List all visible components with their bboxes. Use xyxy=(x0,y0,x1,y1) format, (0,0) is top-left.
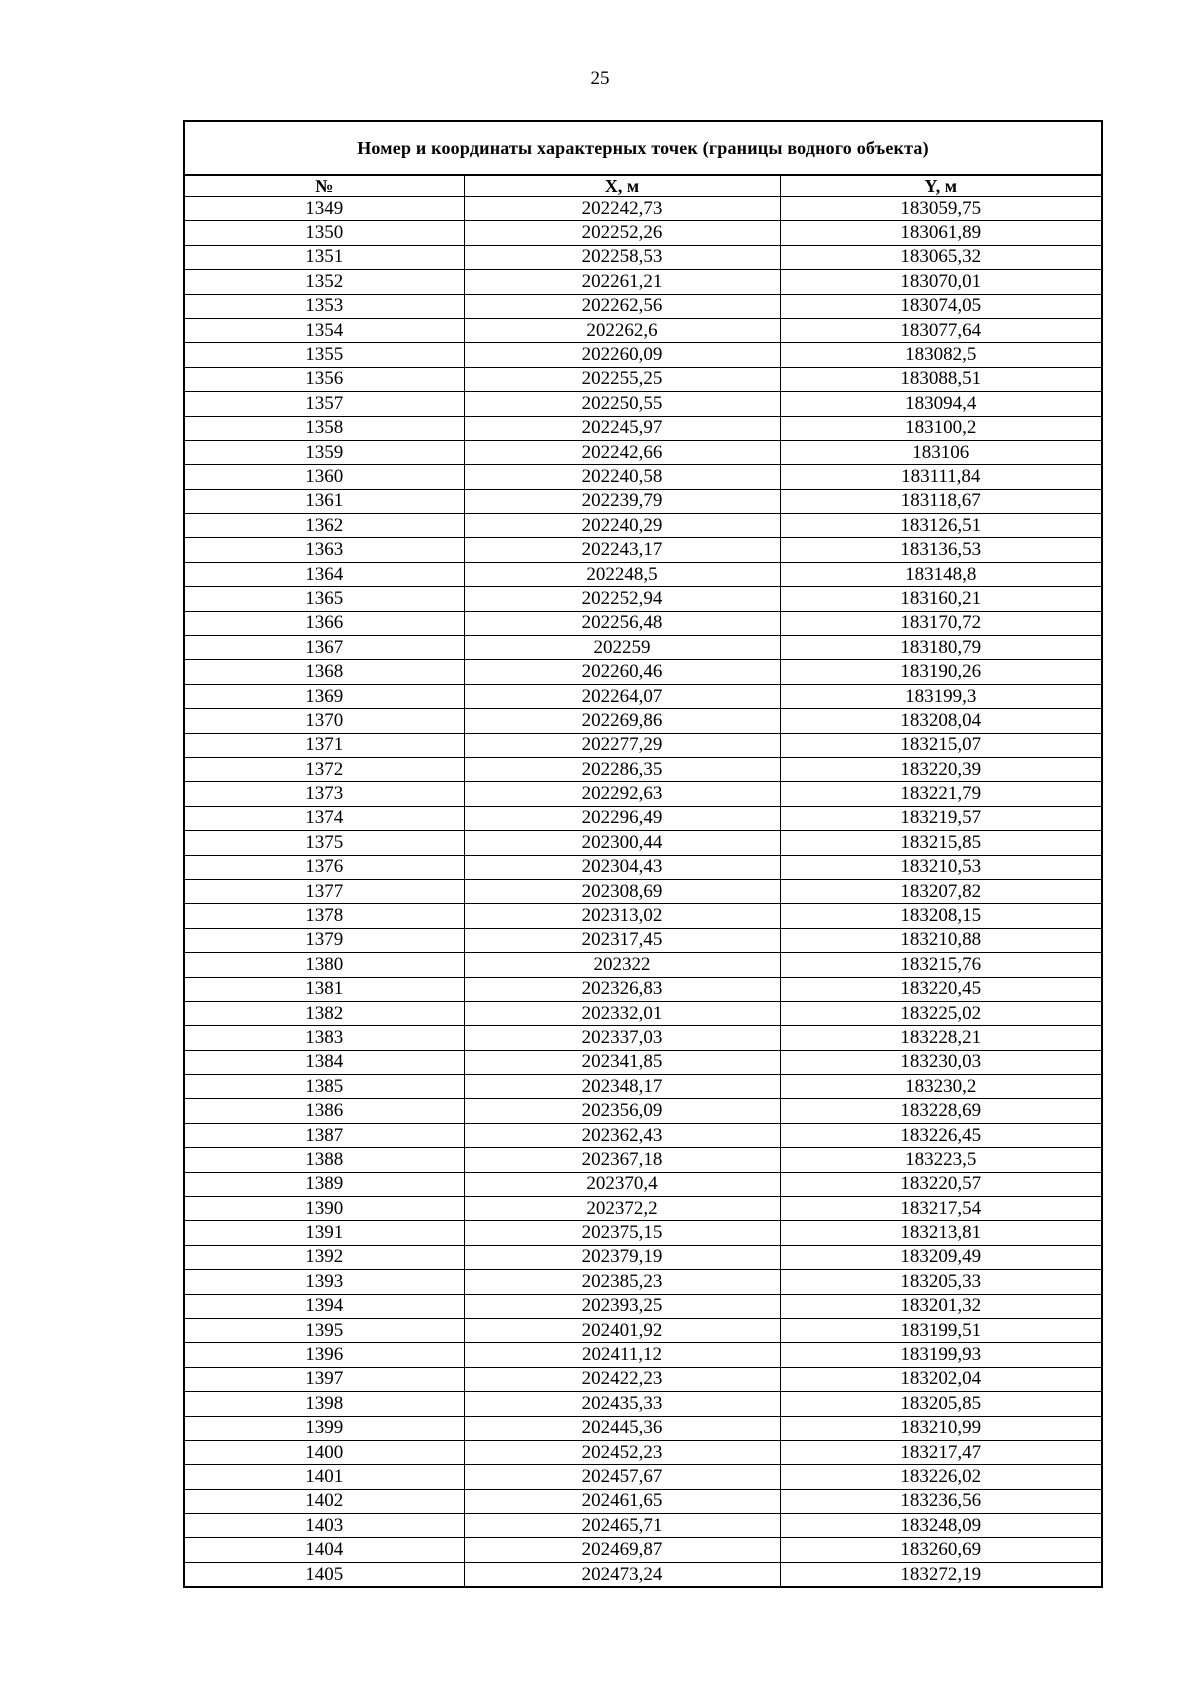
cell-x: 202250,55 xyxy=(464,392,780,416)
cell-number: 1383 xyxy=(185,1026,464,1050)
header-y: Y, м xyxy=(780,176,1101,197)
cell-y: 183205,33 xyxy=(780,1270,1101,1294)
cell-y: 183180,79 xyxy=(780,636,1101,660)
cell-x: 202348,17 xyxy=(464,1075,780,1099)
cell-x: 202300,44 xyxy=(464,831,780,855)
cell-x: 202435,33 xyxy=(464,1392,780,1416)
table-row xyxy=(185,977,1101,1001)
cell-x: 202292,63 xyxy=(464,782,780,806)
cell-number: 1393 xyxy=(185,1270,464,1294)
table-row xyxy=(185,367,1101,391)
cell-number: 1394 xyxy=(185,1294,464,1318)
cell-y: 183215,85 xyxy=(780,831,1101,855)
coordinates-table xyxy=(183,120,1103,1588)
cell-number: 1396 xyxy=(185,1343,464,1367)
cell-x: 202262,56 xyxy=(464,294,780,318)
cell-number: 1384 xyxy=(185,1050,464,1074)
cell-y: 183208,15 xyxy=(780,904,1101,928)
table-row xyxy=(185,806,1101,830)
cell-number: 1356 xyxy=(185,367,464,391)
cell-number: 1375 xyxy=(185,831,464,855)
cell-y: 183199,51 xyxy=(780,1318,1101,1342)
cell-y: 183094,4 xyxy=(780,392,1101,416)
cell-x: 202326,83 xyxy=(464,977,780,1001)
cell-number: 1400 xyxy=(185,1440,464,1464)
table-row xyxy=(185,1416,1101,1440)
cell-number: 1385 xyxy=(185,1075,464,1099)
table-row xyxy=(185,1245,1101,1269)
cell-x: 202255,25 xyxy=(464,367,780,391)
cell-y: 183225,02 xyxy=(780,1001,1101,1025)
table-row xyxy=(185,1099,1101,1123)
table-row xyxy=(185,928,1101,952)
cell-number: 1380 xyxy=(185,953,464,977)
cell-y: 183223,5 xyxy=(780,1148,1101,1172)
cell-y: 183260,69 xyxy=(780,1538,1101,1562)
cell-x: 202308,69 xyxy=(464,879,780,903)
table-row xyxy=(185,416,1101,440)
cell-number: 1389 xyxy=(185,1172,464,1196)
cell-y: 183220,39 xyxy=(780,757,1101,781)
cell-y: 183215,76 xyxy=(780,953,1101,977)
table-row xyxy=(185,245,1101,269)
cell-y: 183226,45 xyxy=(780,1123,1101,1147)
table-row xyxy=(185,197,1101,221)
cell-number: 1390 xyxy=(185,1197,464,1221)
cell-x: 202264,07 xyxy=(464,684,780,708)
cell-x: 202457,67 xyxy=(464,1465,780,1489)
table-row xyxy=(185,1148,1101,1172)
cell-number: 1353 xyxy=(185,294,464,318)
table-row xyxy=(185,782,1101,806)
cell-number: 1373 xyxy=(185,782,464,806)
cell-y: 183226,02 xyxy=(780,1465,1101,1489)
cell-y: 183077,64 xyxy=(780,318,1101,342)
cell-x: 202422,23 xyxy=(464,1367,780,1391)
table-row xyxy=(185,855,1101,879)
cell-number: 1405 xyxy=(185,1562,464,1586)
table-row xyxy=(185,1270,1101,1294)
table-body xyxy=(185,197,1101,1587)
table-row xyxy=(185,1001,1101,1025)
cell-number: 1397 xyxy=(185,1367,464,1391)
cell-x: 202240,29 xyxy=(464,514,780,538)
table-row xyxy=(185,440,1101,464)
cell-y: 183210,53 xyxy=(780,855,1101,879)
cell-x: 202286,35 xyxy=(464,757,780,781)
cell-x: 202367,18 xyxy=(464,1148,780,1172)
cell-number: 1358 xyxy=(185,416,464,440)
cell-y: 183160,21 xyxy=(780,587,1101,611)
cell-y: 183202,04 xyxy=(780,1367,1101,1391)
cell-number: 1382 xyxy=(185,1001,464,1025)
header-row xyxy=(185,176,1101,197)
cell-y: 183210,88 xyxy=(780,928,1101,952)
table-row xyxy=(185,1514,1101,1538)
cell-y: 183221,79 xyxy=(780,782,1101,806)
cell-y: 183148,8 xyxy=(780,562,1101,586)
cell-y: 183059,75 xyxy=(780,197,1101,221)
table-row xyxy=(185,1562,1101,1586)
cell-x: 202411,12 xyxy=(464,1343,780,1367)
cell-x: 202260,09 xyxy=(464,343,780,367)
cell-x: 202313,02 xyxy=(464,904,780,928)
cell-number: 1355 xyxy=(185,343,464,367)
cell-y: 183207,82 xyxy=(780,879,1101,903)
cell-number: 1368 xyxy=(185,660,464,684)
cell-number: 1398 xyxy=(185,1392,464,1416)
table-row xyxy=(185,294,1101,318)
cell-x: 202375,15 xyxy=(464,1221,780,1245)
cell-y: 183082,5 xyxy=(780,343,1101,367)
cell-x: 202248,5 xyxy=(464,562,780,586)
table-row xyxy=(185,1465,1101,1489)
cell-number: 1367 xyxy=(185,636,464,660)
cell-number: 1403 xyxy=(185,1514,464,1538)
cell-y: 183209,49 xyxy=(780,1245,1101,1269)
table-row xyxy=(185,538,1101,562)
cell-y: 183199,93 xyxy=(780,1343,1101,1367)
cell-x: 202240,58 xyxy=(464,465,780,489)
table-row xyxy=(185,1050,1101,1074)
table-row xyxy=(185,1026,1101,1050)
cell-y: 183088,51 xyxy=(780,367,1101,391)
cell-x: 202452,23 xyxy=(464,1440,780,1464)
cell-y: 183210,99 xyxy=(780,1416,1101,1440)
cell-x: 202269,86 xyxy=(464,709,780,733)
cell-number: 1392 xyxy=(185,1245,464,1269)
table-row xyxy=(185,587,1101,611)
table-row xyxy=(185,1318,1101,1342)
cell-number: 1351 xyxy=(185,245,464,269)
cell-number: 1377 xyxy=(185,879,464,903)
cell-x: 202469,87 xyxy=(464,1538,780,1562)
cell-y: 183217,47 xyxy=(780,1440,1101,1464)
cell-number: 1388 xyxy=(185,1148,464,1172)
cell-y: 183215,07 xyxy=(780,733,1101,757)
cell-number: 1361 xyxy=(185,489,464,513)
header-x: X, м xyxy=(464,176,780,197)
table-row xyxy=(185,562,1101,586)
cell-y: 183170,72 xyxy=(780,611,1101,635)
cell-number: 1354 xyxy=(185,318,464,342)
table-row xyxy=(185,733,1101,757)
cell-x: 202252,26 xyxy=(464,221,780,245)
cell-x: 202370,4 xyxy=(464,1172,780,1196)
cell-x: 202242,73 xyxy=(464,197,780,221)
table-row xyxy=(185,1123,1101,1147)
cell-number: 1395 xyxy=(185,1318,464,1342)
cell-y: 183190,26 xyxy=(780,660,1101,684)
table-row xyxy=(185,660,1101,684)
cell-y: 183220,45 xyxy=(780,977,1101,1001)
cell-number: 1362 xyxy=(185,514,464,538)
header-number: № xyxy=(185,176,464,197)
cell-y: 183248,09 xyxy=(780,1514,1101,1538)
cell-x: 202277,29 xyxy=(464,733,780,757)
cell-x: 202445,36 xyxy=(464,1416,780,1440)
table-row xyxy=(185,1197,1101,1221)
table-row xyxy=(185,221,1101,245)
cell-x: 202341,85 xyxy=(464,1050,780,1074)
cell-y: 183201,32 xyxy=(780,1294,1101,1318)
table-row xyxy=(185,1294,1101,1318)
cell-y: 183230,2 xyxy=(780,1075,1101,1099)
table-row xyxy=(185,1489,1101,1513)
cell-y: 183228,21 xyxy=(780,1026,1101,1050)
cell-x: 202385,23 xyxy=(464,1270,780,1294)
table-row xyxy=(185,611,1101,635)
cell-number: 1360 xyxy=(185,465,464,489)
table-row xyxy=(185,1538,1101,1562)
table-row xyxy=(185,270,1101,294)
table-row xyxy=(185,514,1101,538)
cell-number: 1364 xyxy=(185,562,464,586)
cell-x: 202356,09 xyxy=(464,1099,780,1123)
cell-x: 202259 xyxy=(464,636,780,660)
table-row xyxy=(185,318,1101,342)
table-title: Номер и координаты характерных точек (границы водного объекта) xyxy=(185,122,1101,176)
table-row xyxy=(185,684,1101,708)
page-number: 25 xyxy=(590,68,610,89)
table-row xyxy=(185,1075,1101,1099)
table-row xyxy=(185,831,1101,855)
table-row xyxy=(185,709,1101,733)
cell-x: 202245,97 xyxy=(464,416,780,440)
table-row xyxy=(185,636,1101,660)
table-row xyxy=(185,1392,1101,1416)
table-row xyxy=(185,1221,1101,1245)
cell-y: 183236,56 xyxy=(780,1489,1101,1513)
cell-y: 183106 xyxy=(780,440,1101,464)
cell-x: 202262,6 xyxy=(464,318,780,342)
cell-y: 183230,03 xyxy=(780,1050,1101,1074)
cell-number: 1401 xyxy=(185,1465,464,1489)
cell-number: 1357 xyxy=(185,392,464,416)
cell-number: 1387 xyxy=(185,1123,464,1147)
cell-y: 183217,54 xyxy=(780,1197,1101,1221)
cell-x: 202252,94 xyxy=(464,587,780,611)
cell-x: 202461,65 xyxy=(464,1489,780,1513)
cell-x: 202242,66 xyxy=(464,440,780,464)
cell-y: 183065,32 xyxy=(780,245,1101,269)
cell-number: 1374 xyxy=(185,806,464,830)
cell-number: 1349 xyxy=(185,197,464,221)
cell-y: 183070,01 xyxy=(780,270,1101,294)
cell-y: 183100,2 xyxy=(780,416,1101,440)
cell-number: 1363 xyxy=(185,538,464,562)
cell-x: 202260,46 xyxy=(464,660,780,684)
cell-y: 183074,05 xyxy=(780,294,1101,318)
cell-x: 202256,48 xyxy=(464,611,780,635)
cell-y: 183118,67 xyxy=(780,489,1101,513)
cell-number: 1352 xyxy=(185,270,464,294)
cell-y: 183208,04 xyxy=(780,709,1101,733)
cell-x: 202332,01 xyxy=(464,1001,780,1025)
cell-x: 202322 xyxy=(464,953,780,977)
cell-x: 202362,43 xyxy=(464,1123,780,1147)
table-row xyxy=(185,1343,1101,1367)
cell-number: 1369 xyxy=(185,684,464,708)
table-row xyxy=(185,1367,1101,1391)
table-row xyxy=(185,489,1101,513)
cell-number: 1391 xyxy=(185,1221,464,1245)
cell-number: 1376 xyxy=(185,855,464,879)
cell-x: 202379,19 xyxy=(464,1245,780,1269)
cell-x: 202239,79 xyxy=(464,489,780,513)
cell-y: 183111,84 xyxy=(780,465,1101,489)
table-row xyxy=(185,392,1101,416)
cell-x: 202243,17 xyxy=(464,538,780,562)
cell-number: 1366 xyxy=(185,611,464,635)
table-row xyxy=(185,343,1101,367)
cell-y: 183199,3 xyxy=(780,684,1101,708)
cell-y: 183126,51 xyxy=(780,514,1101,538)
table-row xyxy=(185,465,1101,489)
cell-x: 202261,21 xyxy=(464,270,780,294)
cell-number: 1365 xyxy=(185,587,464,611)
cell-x: 202473,24 xyxy=(464,1562,780,1586)
cell-x: 202393,25 xyxy=(464,1294,780,1318)
cell-number: 1350 xyxy=(185,221,464,245)
table-row xyxy=(185,879,1101,903)
cell-y: 183272,19 xyxy=(780,1562,1101,1586)
cell-number: 1372 xyxy=(185,757,464,781)
table-row xyxy=(185,1172,1101,1196)
cell-y: 183205,85 xyxy=(780,1392,1101,1416)
cell-y: 183228,69 xyxy=(780,1099,1101,1123)
cell-number: 1370 xyxy=(185,709,464,733)
table-row xyxy=(185,757,1101,781)
cell-number: 1386 xyxy=(185,1099,464,1123)
cell-y: 183061,89 xyxy=(780,221,1101,245)
table-row xyxy=(185,904,1101,928)
cell-x: 202296,49 xyxy=(464,806,780,830)
cell-x: 202401,92 xyxy=(464,1318,780,1342)
cell-number: 1399 xyxy=(185,1416,464,1440)
cell-x: 202258,53 xyxy=(464,245,780,269)
cell-number: 1381 xyxy=(185,977,464,1001)
cell-number: 1359 xyxy=(185,440,464,464)
cell-number: 1402 xyxy=(185,1489,464,1513)
cell-x: 202317,45 xyxy=(464,928,780,952)
cell-number: 1371 xyxy=(185,733,464,757)
cell-y: 183136,53 xyxy=(780,538,1101,562)
table-row xyxy=(185,1440,1101,1464)
cell-y: 183219,57 xyxy=(780,806,1101,830)
cell-y: 183220,57 xyxy=(780,1172,1101,1196)
coordinates-grid xyxy=(185,176,1101,1586)
cell-x: 202465,71 xyxy=(464,1514,780,1538)
cell-x: 202304,43 xyxy=(464,855,780,879)
cell-x: 202337,03 xyxy=(464,1026,780,1050)
cell-number: 1379 xyxy=(185,928,464,952)
cell-number: 1404 xyxy=(185,1538,464,1562)
cell-number: 1378 xyxy=(185,904,464,928)
cell-y: 183213,81 xyxy=(780,1221,1101,1245)
cell-x: 202372,2 xyxy=(464,1197,780,1221)
table-row xyxy=(185,953,1101,977)
